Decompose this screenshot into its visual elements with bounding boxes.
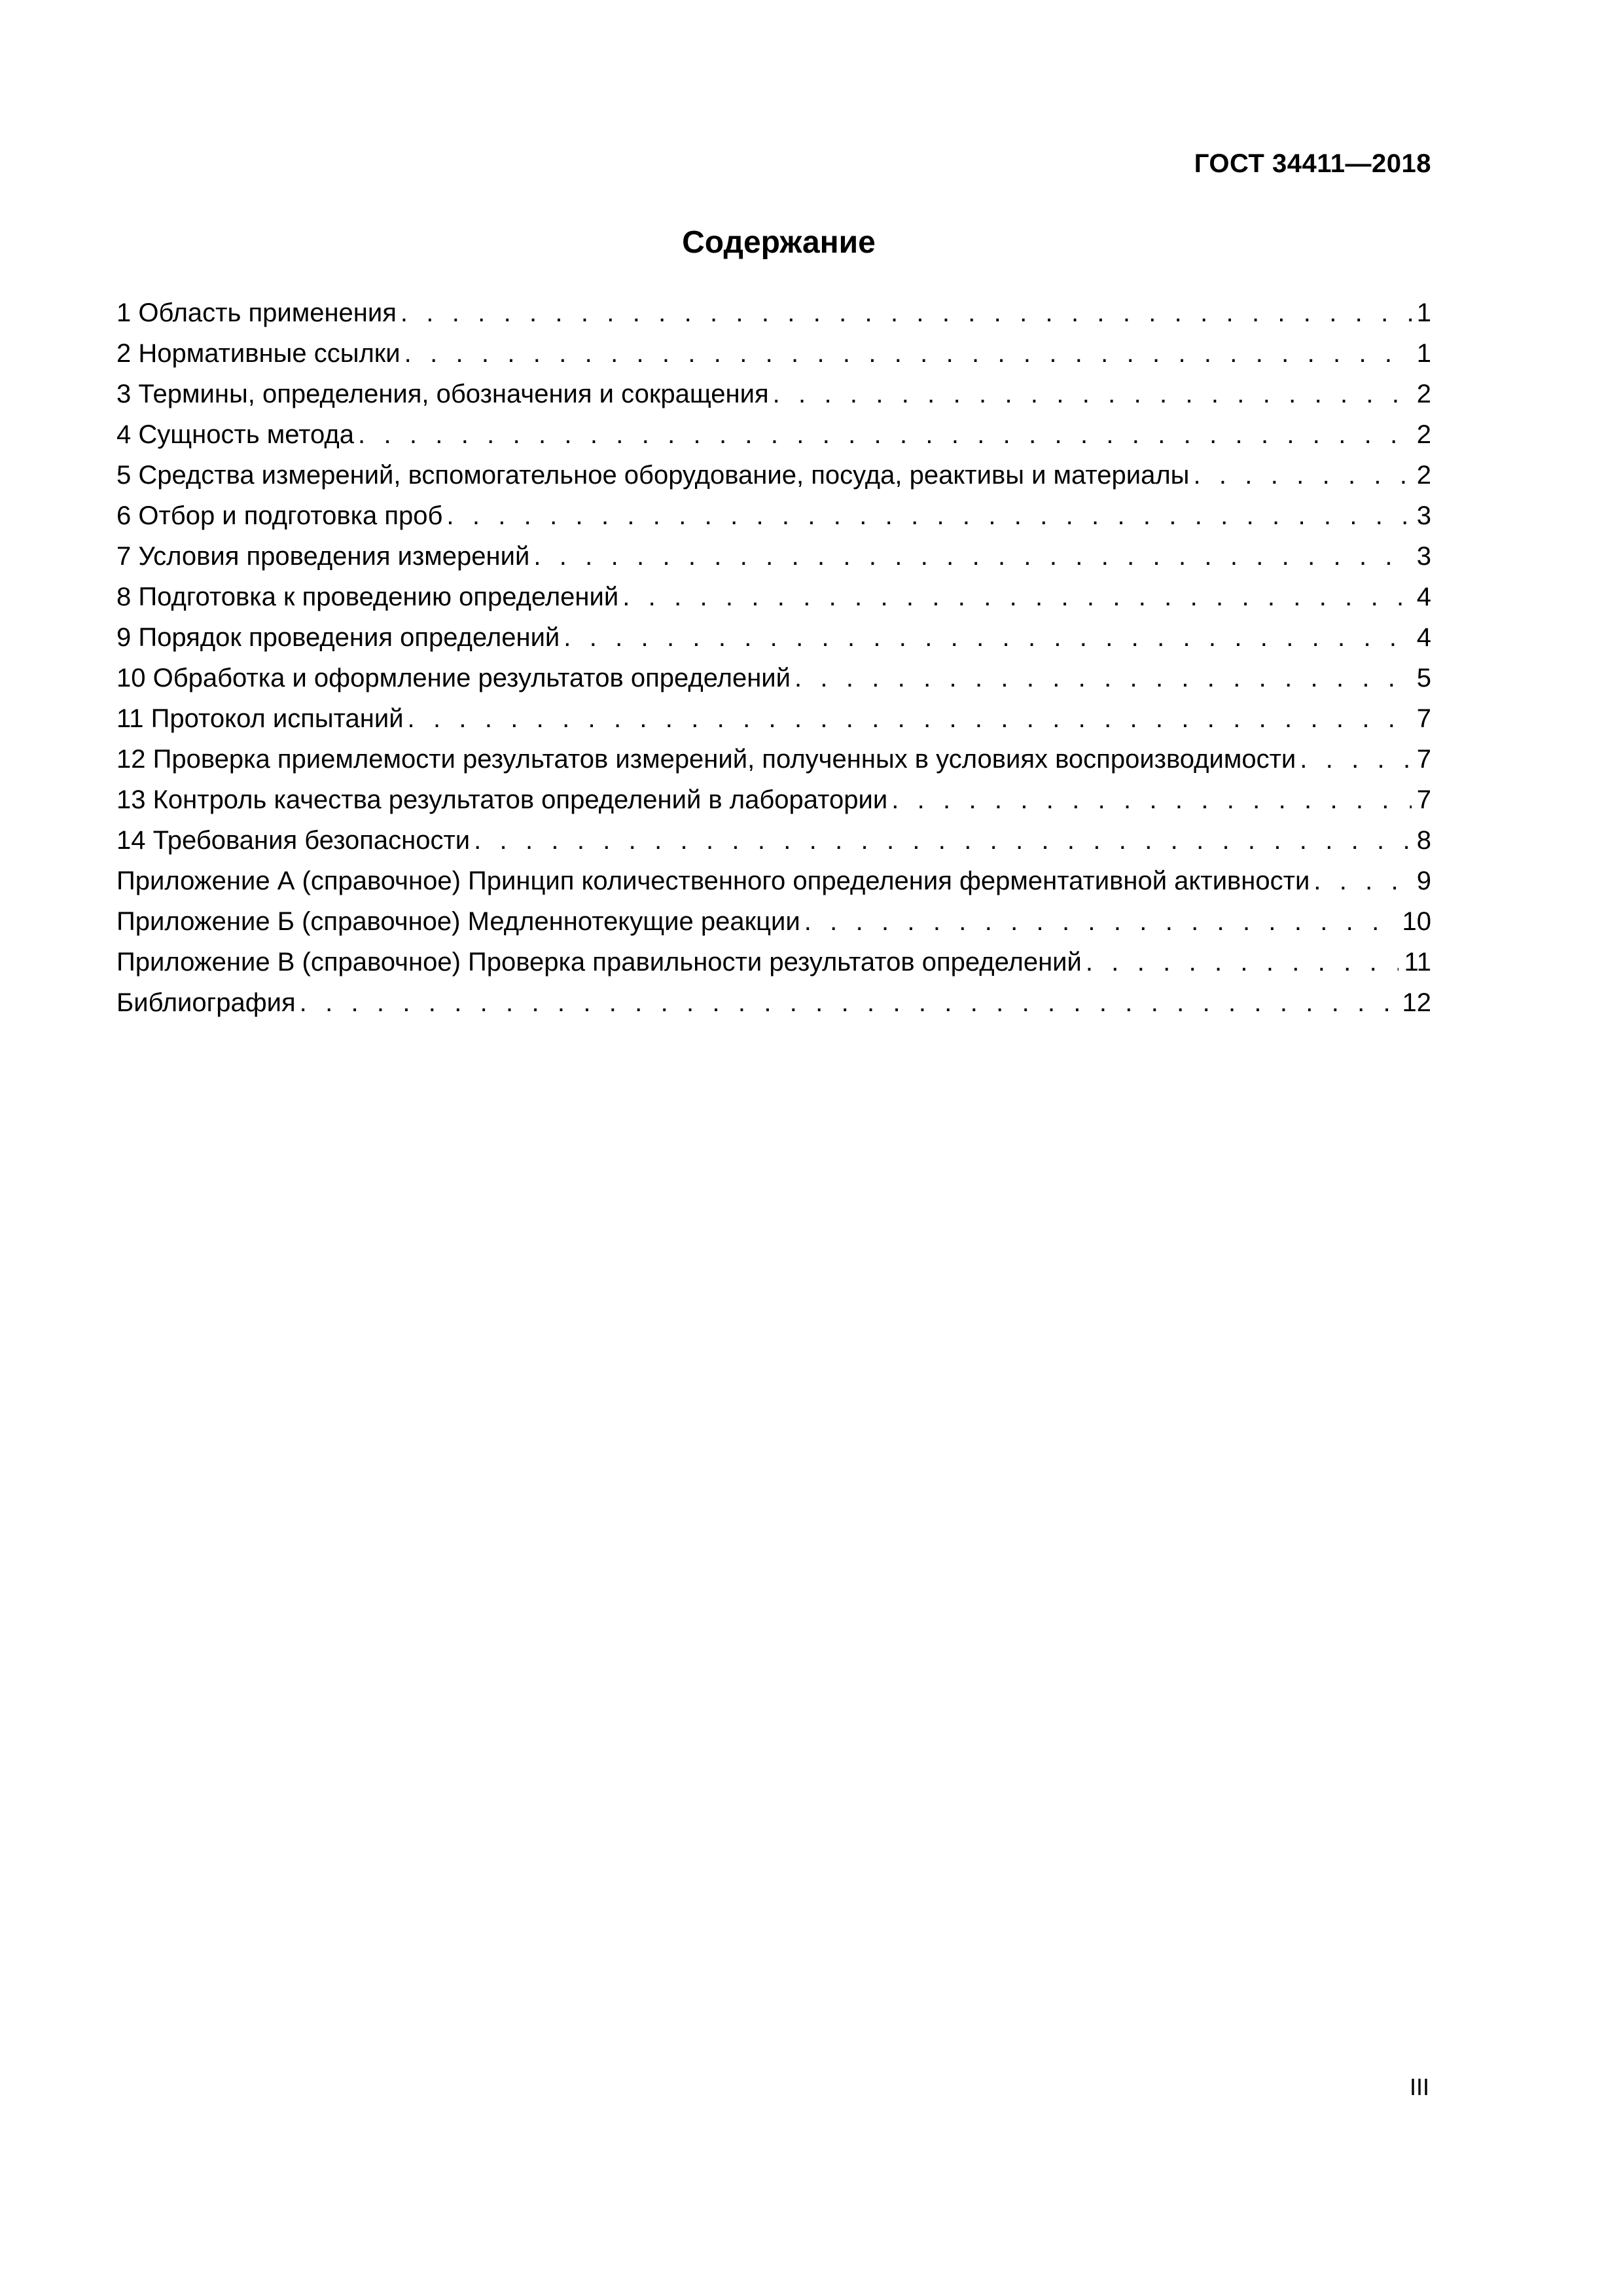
toc-item[interactable]: [116, 698, 1431, 739]
toc-item-page: 4: [1416, 623, 1431, 652]
toc-item-label: Приложение В (справочное) Проверка правильности результатов определений: [116, 948, 1082, 977]
toc-item[interactable]: [116, 455, 1431, 495]
toc-dot-leader: [891, 780, 1412, 820]
toc-dot-leader: [1193, 455, 1411, 495]
toc-item-page: 1: [1416, 298, 1431, 327]
page-number: III: [1409, 2073, 1429, 2100]
toc-item[interactable]: [116, 901, 1431, 942]
toc-item-page: 3: [1416, 542, 1431, 571]
toc-item-label: 11 Протокол испытаний: [116, 704, 404, 733]
toc-item[interactable]: [116, 739, 1431, 780]
toc-dot-leader: [563, 617, 1411, 658]
toc-item[interactable]: [116, 536, 1431, 577]
toc-dot-leader: [300, 982, 1397, 1023]
toc-item[interactable]: [116, 982, 1431, 1023]
toc-item-label: Приложение Б (справочное) Медленнотекущие реакции: [116, 907, 800, 936]
toc-item[interactable]: [116, 820, 1431, 861]
toc-dot-leader: [1313, 861, 1411, 901]
toc-dot-leader: [1300, 739, 1411, 780]
toc-dot-leader: [358, 414, 1412, 455]
toc-item[interactable]: [116, 333, 1431, 374]
toc-item-page: 12: [1402, 988, 1431, 1017]
toc-item[interactable]: [116, 414, 1431, 455]
toc-item-label: 5 Средства измерений, вспомогательное оборудование, посуда, реактивы и материалы: [116, 461, 1190, 490]
toc-item-label: 2 Нормативные ссылки: [116, 339, 401, 368]
toc-item-page: 7: [1416, 704, 1431, 733]
toc-item-label: 7 Условия проведения измерений: [116, 542, 530, 571]
toc-item-page: 4: [1416, 583, 1431, 611]
toc-item-page: 2: [1416, 420, 1431, 449]
toc-dot-leader: [1086, 942, 1399, 982]
toc-item-page: 8: [1416, 826, 1431, 855]
toc-item-page: 1: [1416, 339, 1431, 368]
toc-item[interactable]: [116, 658, 1431, 698]
toc-item[interactable]: [116, 617, 1431, 658]
toc-item-page: 10: [1402, 907, 1431, 936]
toc-item-label: 12 Проверка приемлемости результатов измерений, полученных в условиях воспроизводимости: [116, 745, 1296, 774]
toc-dot-leader: [622, 577, 1412, 617]
toc-item-label: 9 Порядок проведения определений: [116, 623, 560, 652]
toc-item[interactable]: [116, 374, 1431, 414]
toc-item[interactable]: [116, 495, 1431, 536]
toc-item-label: 13 Контроль качества результатов определений в лаборатории: [116, 785, 888, 814]
toc-item-page: 2: [1416, 461, 1431, 490]
toc-dot-leader: [773, 374, 1412, 414]
toc-item-label: Библиография: [116, 988, 296, 1017]
table-of-contents: [116, 293, 1431, 1023]
toc-dot-leader: [404, 333, 1412, 374]
toc-item-page: 2: [1416, 380, 1431, 408]
toc-item[interactable]: [116, 861, 1431, 901]
toc-item-label: Приложение А (справочное) Принцип количественного определения ферментативной активности: [116, 867, 1310, 895]
toc-dot-leader: [446, 495, 1411, 536]
toc-item-page: 7: [1416, 745, 1431, 774]
toc-item[interactable]: [116, 780, 1431, 820]
toc-item-page: 5: [1416, 664, 1431, 692]
toc-dot-leader: [401, 293, 1412, 333]
toc-item-label: 1 Область применения: [116, 298, 397, 327]
toc-dot-leader: [533, 536, 1411, 577]
toc-item[interactable]: [116, 293, 1431, 333]
toc-item-page: 9: [1416, 867, 1431, 895]
toc-item-label: 8 Подготовка к проведению определений: [116, 583, 619, 611]
toc-dot-leader: [794, 658, 1412, 698]
toc-item-label: 3 Термины, определения, обозначения и сокращения: [116, 380, 769, 408]
document-code: ГОСТ 34411—2018: [1194, 149, 1431, 178]
toc-item[interactable]: [116, 942, 1431, 982]
toc-item-page: 11: [1404, 948, 1431, 977]
toc-item-page: 7: [1416, 785, 1431, 814]
toc-dot-leader: [408, 698, 1412, 739]
toc-item-label: 4 Сущность метода: [116, 420, 355, 449]
toc-item-label: 14 Требования безопасности: [116, 826, 471, 855]
toc-dot-leader: [804, 901, 1397, 942]
toc-item-page: 3: [1416, 501, 1431, 530]
toc-item-label: 10 Обработка и оформление результатов определений: [116, 664, 791, 692]
toc-item-label: 6 Отбор и подготовка проб: [116, 501, 443, 530]
toc-item[interactable]: [116, 577, 1431, 617]
toc-dot-leader: [474, 820, 1412, 861]
toc-title: Содержание: [682, 225, 876, 260]
